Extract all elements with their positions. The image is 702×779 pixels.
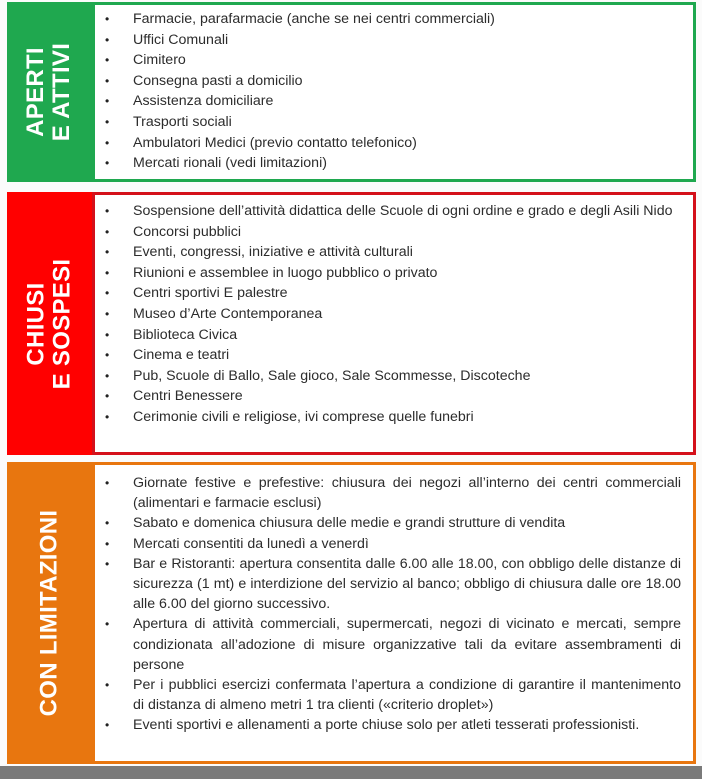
- list-item: • Assistenza domiciliare: [103, 91, 681, 112]
- list-item: • Biblioteca Civica: [103, 325, 681, 346]
- section-label: [37, 510, 63, 717]
- list-item: • Centri sportivi E palestre: [103, 283, 681, 304]
- bullet-list: [103, 201, 681, 428]
- list-item: • Ambulatori Medici (previo contatto telefonico): [103, 133, 681, 154]
- list-item: • Uffici Comunali: [103, 30, 681, 51]
- section-content: [92, 192, 696, 455]
- section-label-line1: APERTI: [22, 47, 50, 137]
- section-label-line1: CHIUSI: [22, 281, 50, 366]
- list-item: • Mercati rionali (vedi limitazioni): [103, 153, 681, 174]
- list-item: • Pub, Scuole di Ballo, Sale gioco, Sale Scommesse, Discoteche: [103, 366, 681, 387]
- list-item: • Sabato e domenica chiusura delle medie e grandi strutture di vendita: [103, 513, 681, 533]
- section-label-line1: CON LIMITAZIONI: [35, 509, 63, 717]
- list-item: • Cerimonie civili e religiose, ivi comprese quelle funebri: [103, 407, 681, 428]
- bullet-list: [103, 473, 681, 736]
- list-item: • Per i pubblici esercizi confermata l’apertura a condizione di garantire il mantenimento di distanza di almeno metri 1 tra clienti («criterio droplet»): [103, 675, 681, 715]
- list-item: • Mercati consentiti da lunedì a venerdì: [103, 534, 681, 554]
- section-con-limitazioni: [7, 462, 696, 764]
- section-label-bar: [7, 462, 92, 764]
- section-label-bar: [7, 192, 92, 455]
- list-item: • Centri Benessere: [103, 386, 681, 407]
- list-item: • Bar e Ristoranti: apertura consentita dalle 6.00 alle 18.00, con obbligo delle distanze di sicurezza (1 mt) e interdizione del servizio al banco; obbligo di chiusura dalle ore 18.00 alle 6.00 del giorno successivo.: [103, 554, 681, 615]
- section-label-bar: [7, 2, 92, 182]
- list-item: • Riunioni e assemblee in luogo pubblico o privato: [103, 263, 681, 284]
- list-item: • Cinema e teatri: [103, 345, 681, 366]
- list-item: • Sospensione dell’attività didattica delle Scuole di ogni ordine e grado e degli Asili Nido: [103, 201, 681, 222]
- list-item: • Consegna pasti a domicilio: [103, 71, 681, 92]
- list-item: • Eventi, congressi, iniziative e attività culturali: [103, 242, 681, 263]
- section-label-line2: E SOSPESI: [48, 258, 76, 389]
- section-chiusi-sospesi: [7, 192, 696, 455]
- list-item: • Eventi sportivi e allenamenti a porte chiuse solo per atleti tesserati professionisti.: [103, 715, 681, 735]
- section-label: [24, 43, 76, 141]
- section-aperti-attivi: [7, 2, 696, 182]
- section-label: [24, 258, 76, 389]
- bullet-list: [103, 9, 681, 174]
- section-content: [92, 462, 696, 764]
- bottom-strip: [0, 766, 702, 779]
- list-item: • Trasporti sociali: [103, 112, 681, 133]
- section-content: [92, 2, 696, 182]
- list-item: • Cimitero: [103, 50, 681, 71]
- section-label-line2: E ATTIVI: [48, 42, 76, 142]
- list-item: • Museo d’Arte Contemporanea: [103, 304, 681, 325]
- list-item: • Giornate festive e prefestive: chiusura dei negozi all’interno dei centri commerciali (alimentari e farmacie esclusi): [103, 473, 681, 513]
- list-item: • Concorsi pubblici: [103, 222, 681, 243]
- list-item: • Apertura di attività commerciali, supermercati, negozi di vicinato e mercati, sempre condizionata all’adozione di misure organizzative tali da evitare assembramenti di persone: [103, 614, 681, 675]
- list-item: • Farmacie, parafarmacie (anche se nei centri commerciali): [103, 9, 681, 30]
